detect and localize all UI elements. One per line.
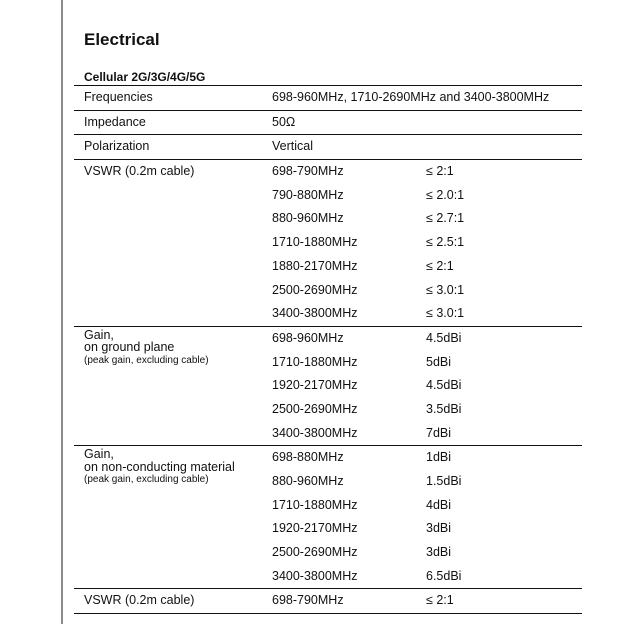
band-value: ≤ 2:1 <box>426 258 454 273</box>
band-value: 3.5dBi <box>426 401 462 416</box>
gain-label-line2: on ground plane <box>84 340 175 355</box>
band-value: 1dBi <box>426 450 452 465</box>
band: 2500-2690MHz <box>272 401 358 416</box>
band: 790-880MHz <box>272 187 344 202</box>
spec-group-vswr-2 <box>74 588 582 614</box>
band-value: 5dBi <box>426 354 452 369</box>
band: 1920-2170MHz <box>272 378 358 393</box>
spec-label: Frequencies <box>84 90 153 104</box>
spec-group-vswr <box>74 159 582 326</box>
band-value: 4.5dBi <box>426 330 462 345</box>
band: 3400-3800MHz <box>272 568 358 583</box>
band: 880-960MHz <box>272 474 344 488</box>
spec-group-gain-ground-plane <box>74 326 582 445</box>
spec-value: 698-960MHz, 1710-2690MHz and 3400-3800MHz <box>272 90 550 104</box>
band-value: ≤ 2.7:1 <box>426 211 465 226</box>
gain-label-line1: Gain, <box>84 327 114 342</box>
spec-group-gain-non-conducting <box>74 445 582 588</box>
band: 698-790MHz <box>272 164 344 179</box>
band-value: ≤ 3.0:1 <box>426 282 465 297</box>
band: 2500-2690MHz <box>272 545 358 560</box>
spec-row-frequencies <box>74 85 582 110</box>
gain-label-line1: Gain, <box>84 447 114 462</box>
subsection-heading: Cellular 2G/3G/4G/5G <box>84 70 206 84</box>
band-value: 4dBi <box>426 497 452 512</box>
band-value: 6.5dBi <box>426 568 462 583</box>
band: 1710-1880MHz <box>272 497 358 512</box>
band: 1880-2170MHz <box>272 258 358 273</box>
band: 698-880MHz <box>272 450 344 465</box>
band: 3400-3800MHz <box>272 425 358 440</box>
band-value: 7dBi <box>426 425 452 440</box>
spec-label: VSWR (0.2m cable) <box>84 164 195 179</box>
spec-value: Vertical <box>272 139 313 154</box>
spec-row-impedance <box>74 110 582 135</box>
band-value: ≤ 2:1 <box>426 593 454 608</box>
band-value: ≤ 2.5:1 <box>426 235 465 250</box>
band: 880-960MHz <box>272 211 344 226</box>
band: 3400-3800MHz <box>272 306 358 321</box>
section-heading: Electrical <box>84 30 160 49</box>
band-value: ≤ 2:1 <box>426 164 454 179</box>
band: 698-960MHz <box>272 330 344 345</box>
band: 1710-1880MHz <box>272 235 358 250</box>
band: 1920-2170MHz <box>272 521 358 536</box>
band: 698-790MHz <box>272 593 344 608</box>
band-value: 3dBi <box>426 545 452 560</box>
band-value: 1.5dBi <box>426 474 462 488</box>
spec-label: Impedance <box>84 114 146 129</box>
gain-note: (peak gain, excluding cable) <box>84 354 209 366</box>
band-value: ≤ 2.0:1 <box>426 187 465 202</box>
spec-value: 50Ω <box>272 114 296 129</box>
page-margin-bar <box>61 0 63 624</box>
band-value: ≤ 3.0:1 <box>426 306 465 321</box>
spec-table <box>74 85 582 614</box>
band: 1710-1880MHz <box>272 354 358 369</box>
band-value: 4.5dBi <box>426 378 462 393</box>
band-value: 3dBi <box>426 521 452 536</box>
gain-label-line2: on non-conducting material <box>84 459 235 474</box>
gain-note: (peak gain, excluding cable) <box>84 474 209 486</box>
spec-label: VSWR (0.2m cable) <box>84 593 195 608</box>
band: 2500-2690MHz <box>272 282 358 297</box>
spec-row-polarization <box>74 134 582 159</box>
spec-label: Polarization <box>84 139 150 154</box>
